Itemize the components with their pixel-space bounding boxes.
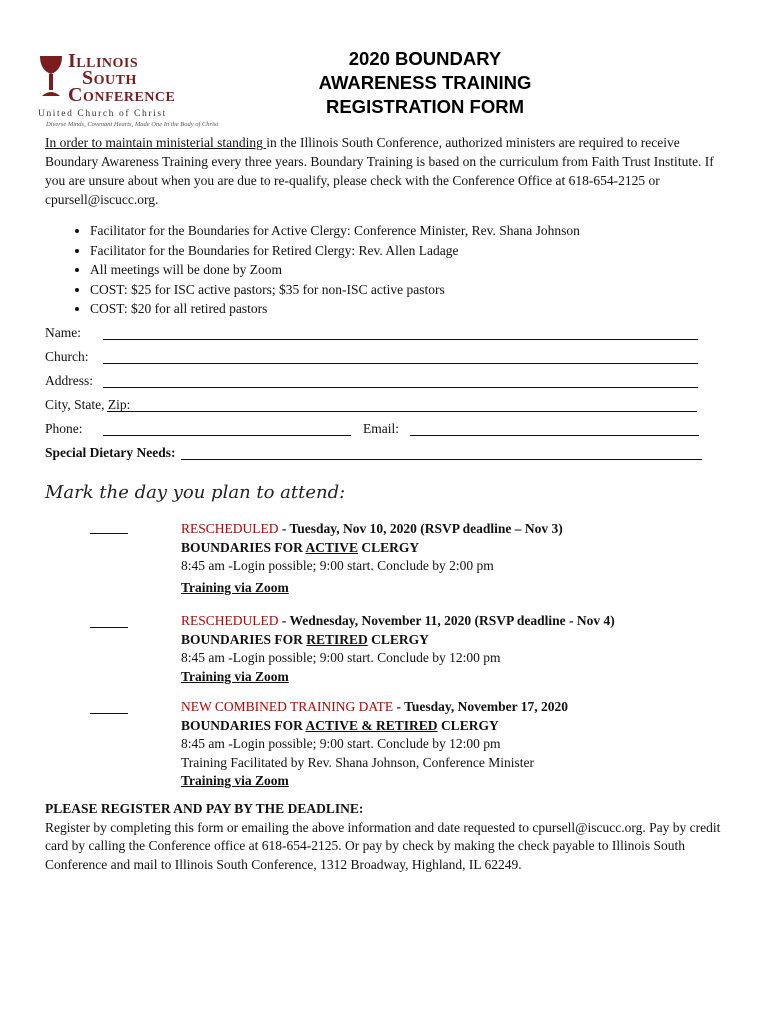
session-date: - Tuesday, November 17, 2020 — [393, 699, 569, 714]
intro-rest: in the Illinois South Conference, authorized ministers are required to receive Boundary Awareness Training every three years. Boundary Training is based on the curriculum from Faith Trust Institute. If you are unsure about when you are due to re-qualify, please check with the Conference Office at 618-654-2125 or cpursell@iscucc.org. — [45, 135, 714, 207]
session-2 — [181, 612, 741, 686]
session-zoom: Training via Zoom — [181, 579, 289, 595]
session-audience-prefix: BOUNDARIES FOR — [181, 717, 306, 733]
intro-paragraph — [45, 133, 725, 209]
session-1 — [181, 520, 741, 597]
email-label: Email: — [363, 421, 399, 436]
session-2-checkmark-blank[interactable] — [90, 617, 128, 628]
address-input-line[interactable] — [103, 373, 698, 388]
dietary-field — [45, 445, 705, 465]
footer-body: Register by completing this form or emailing the above information and date requested to cpursell@iscucc.org. Pay by credit card by calling the Conference office at 618-654-2125. Or pay by check by making the check payable to Illinois South Conference and mail to Illinois South Conference, 1312 Broadway, Highland, IL 62249. — [45, 819, 721, 872]
phone-label: Phone: — [45, 421, 83, 436]
session-status: RESCHEDULED — [181, 521, 279, 536]
name-label: Name: — [45, 325, 81, 340]
footer-heading: PLEASE REGISTER AND PAY BY THE DEADLINE: — [45, 801, 364, 816]
session-date: - Wednesday, November 11, 2020 (RSVP deadline - Nov 4) — [278, 613, 615, 628]
intro-underlined: In order to maintain ministerial standing — [45, 135, 267, 150]
session-audience-suffix: CLERGY — [437, 717, 499, 733]
session-audience-emphasis: ACTIVE & RETIRED — [305, 717, 438, 733]
session-facilitator: Training Facilitated by Rev. Shana Johnson, Conference Minister — [181, 754, 534, 770]
logo-tagline: Diverse Minds, Covenant Hearts, Made One In the Body of Christ — [46, 121, 219, 128]
address-label: Address: — [45, 373, 93, 388]
church-field — [45, 349, 705, 369]
logo-line-3: Conference — [68, 84, 176, 106]
logo-ucc: United Church of Christ — [38, 109, 167, 119]
bullet-item: • COST: $25 for ISC active pastors; $35 for non-ISC active pastors — [90, 280, 580, 300]
title-line-2: AWARENESS TRAINING — [318, 72, 532, 93]
form-title — [290, 47, 560, 119]
session-audience-emphasis: RETIRED — [306, 631, 368, 647]
name-input-line[interactable] — [103, 325, 698, 340]
session-1-checkmark-blank[interactable] — [90, 523, 128, 534]
session-time: 8:45 am -Login possible; 9:00 start. Conclude by 12:00 pm — [181, 650, 501, 665]
session-status: NEW COMBINED TRAINING DATE — [181, 699, 394, 714]
session-audience-suffix: CLERGY — [367, 631, 429, 647]
session-audience-suffix: CLERGY — [358, 539, 420, 555]
session-audience-prefix: BOUNDARIES FOR — [181, 631, 307, 647]
session-date: - Tuesday, Nov 10, 2020 (RSVP deadline – Nov 3) — [278, 521, 563, 536]
title-line-3: REGISTRATION FORM — [325, 96, 524, 117]
address-field — [45, 373, 705, 393]
session-time: 8:45 am -Login possible; 9:00 start. Conclude by 12:00 pm — [181, 736, 501, 751]
city-state-zip-field — [45, 397, 705, 417]
email-input-line[interactable] — [410, 421, 699, 436]
chalice-icon — [36, 52, 66, 102]
session-zoom: Training via Zoom — [181, 773, 289, 788]
bullet-item: • All meetings will be done by Zoom — [90, 260, 580, 280]
city-state-zip-input-line[interactable] — [107, 397, 697, 412]
title-line-1: 2020 BOUNDARY — [348, 48, 502, 69]
mark-day-heading: Mark the day you plan to attend: — [45, 482, 346, 503]
info-bullet-list — [45, 221, 580, 319]
registration-instructions — [45, 800, 735, 874]
church-label: Church: — [45, 349, 89, 364]
phone-input-line[interactable] — [103, 421, 351, 436]
session-zoom: Training via Zoom — [181, 668, 289, 684]
dietary-input-line[interactable] — [181, 445, 702, 460]
bullet-item: • COST: $20 for all retired pastors — [90, 299, 580, 319]
logo-line-2: South — [82, 67, 137, 89]
bullet-item: • Facilitator for the Boundaries for Active Clergy: Conference Minister, Rev. Shana Johnson — [90, 221, 580, 241]
logo-line-1: Illinois — [68, 50, 139, 72]
church-input-line[interactable] — [103, 349, 698, 364]
session-audience-prefix: BOUNDARIES FOR — [181, 539, 306, 555]
dietary-label: Special Dietary Needs: — [45, 445, 176, 460]
session-status: RESCHEDULED — [181, 613, 279, 628]
phone-email-field — [45, 421, 705, 441]
session-3-checkmark-blank[interactable] — [90, 703, 128, 714]
city-state-zip-label: City, State, Zip: — [45, 397, 131, 412]
session-audience-emphasis: ACTIVE — [305, 539, 359, 555]
name-field — [45, 325, 705, 345]
bullet-item: • Facilitator for the Boundaries for Retired Clergy: Rev. Allen Ladage — [90, 241, 580, 261]
session-3 — [181, 698, 741, 791]
conference-logo — [36, 48, 231, 128]
session-time: 8:45 am -Login possible; 9:00 start. Conclude by 2:00 pm — [181, 558, 494, 573]
